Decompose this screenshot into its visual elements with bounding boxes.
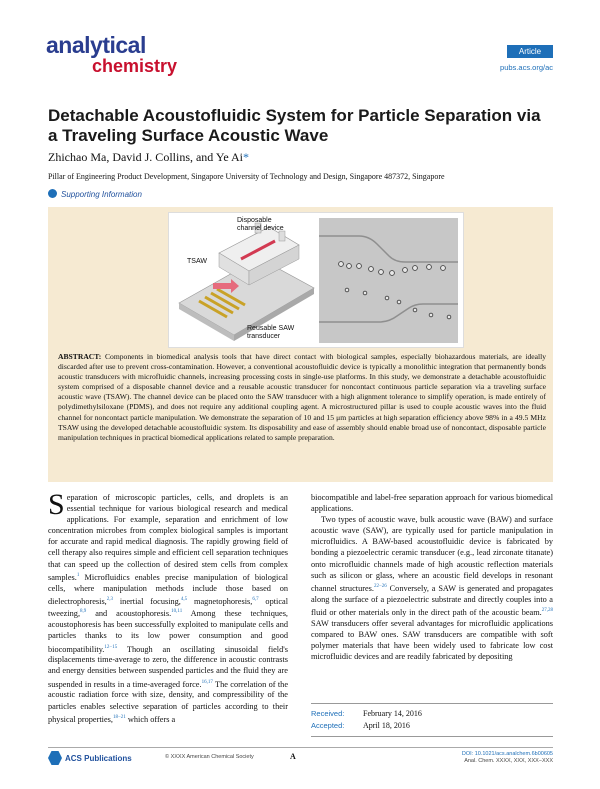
intro-text-9: The correlation of the acoustic radiation force with size, density, and compressibility of the particles enables selective separation of particles according to their physical properties, (48, 679, 288, 724)
ref-link[interactable]: 16,17 (201, 679, 213, 685)
ref-link[interactable]: 10,11 (171, 609, 183, 615)
intro-text-7: Among these techniques, acoustophoresis has been successfully exploited to manipulate cells and particles thanks to its low power consumption and good biocompatibility. (48, 609, 288, 654)
paragraph: biocompatible and label-free separation approach for various biomedical applications. (311, 493, 553, 514)
ref-link[interactable]: 12−15 (104, 644, 118, 650)
article-badge: Article (507, 45, 553, 58)
footer-divider (48, 747, 553, 748)
label-reusable-transducer: Reusable SAW transducer (247, 325, 295, 340)
abstract-label: ABSTRACT: (58, 352, 102, 361)
journal-logo[interactable] (46, 34, 216, 84)
ref-link[interactable]: 1 (76, 572, 80, 578)
body-column-1 (48, 488, 289, 724)
copyright: © XXXX American Chemical Society (165, 754, 254, 760)
logo-line-1: analytical (46, 32, 146, 58)
author-list (48, 150, 553, 165)
intro-text-3: inertial focusing, (113, 596, 181, 606)
ref-link[interactable]: 8,9 (80, 609, 87, 615)
intro-text-2: Microfluidics enables precise manipulation of biological cells, where manipulation methods include those based on dielectrophoresis, (48, 572, 288, 606)
affiliation: Pillar of Engineering Product Development, Singapore University of Technology and Design, Singapore 487372, Singapore (48, 172, 445, 181)
publisher-name: ACS Publications (65, 754, 132, 763)
ref-link[interactable]: 22−26 (373, 583, 387, 589)
received-date: February 14, 2016 (363, 709, 422, 718)
para-text-3: SAW transducers offer several advantages for microfluidic applications compared to BAW ones. SAW transducers are compatible with soft polymer materials that have been widely used to fabricate low cost microfluidic devices and are readily fabricated by depositing (311, 618, 553, 661)
doi-link[interactable]: DOI: 10.1021/acs.analchem.6b00605 (461, 751, 553, 757)
accepted-label: Accepted: (311, 721, 345, 730)
received-label: Received: (311, 709, 345, 718)
drop-cap: S (48, 488, 65, 521)
corresponding-author-mark[interactable]: * (243, 150, 249, 164)
acs-publications-logo[interactable] (48, 751, 132, 765)
ref-link[interactable]: 4,5 (180, 596, 188, 602)
acs-hexagon-icon (48, 751, 62, 765)
intro-text-8: Though an oscillating sinusoidal field's displacements time-average to zero, the difference in acoustic contrasts and energy densities between suspended particles and the fluid they are suspended in results in a time-averaged force. (48, 644, 288, 689)
abstract-text: Components in biomedical analysis tools that have direct contact with biological samples, especially biohazardous materials, are ideally discarded after use to prevent cross-contamination. However, a conventional acoustofluidic device is typically a monolithic integration that permanently bonds acoustic transducers with microfluidic channels, increasing processing costs in single-use platforms. In this study, we demonstrate a detachable acoustofluidic system comprised of a disposable channel device and a reusable acoustic transducer for noncontact continuous particle separation via a traveling surface acoustic wave (TSAW). The channel device can be placed onto the SAW transducer with a high alignment tolerance to simplify operation, is made entirely of polydimethylsiloxane (PDMS), and does not require any additional coupling agent. A microstructured pillar is used to couple acoustic waves into the fluid channel for noncontact particle manipulation. We demonstrate the separation of 10 and 15 μm particles at high separation efficiency above 98% in a 49.5 MHz TSAW using the developed detachable acoustofluidic system. Its disposability and ease of assembly should enable broad use of noncontact, disposable particle manipulation techniques in practical biomedical applications related to sample preparation. (58, 352, 546, 442)
citation: Anal. Chem. XXXX, XXX, XXX−XXX (464, 758, 553, 764)
ref-link[interactable]: 2,3 (106, 596, 114, 602)
para-text-1: Two types of acoustic wave, bulk acoustic wave (BAW) and surface acoustic wave (SAW), are typically used for particle manipulation in microfluidics. A BAW-based acoustofluidic device is fabricated by bonding a piezoelectric ceramic transducer (e.g., lead zirconate titanate) onto microfluidic channels made of high acoustic reflection materials such as silicon or glass, where an acoustic field develops in resonant channel structures. (311, 515, 553, 593)
micrograph (319, 218, 458, 343)
ref-link[interactable]: 6,7 (252, 596, 259, 602)
accepted-date: April 18, 2016 (363, 721, 410, 730)
supporting-info-link[interactable] (48, 189, 142, 199)
authors-text: Zhichao Ma, David J. Collins, and Ye Ai (48, 150, 243, 164)
intro-text-5: optical tweezing, (48, 596, 289, 619)
body-column-2 (311, 492, 553, 662)
received-row (311, 708, 553, 720)
label-disposable-device: Disposable channel device (237, 217, 284, 232)
logo-line-2: chemistry (92, 56, 178, 76)
supporting-info-label: Supporting Information (61, 190, 142, 199)
accepted-row (311, 720, 553, 732)
intro-text-4: magnetophoresis, (187, 596, 253, 606)
page-number: A (290, 752, 296, 761)
paragraph (311, 514, 553, 662)
paper-title: Detachable Acoustofluidic System for Particle Separation via a Traveling Surface Acoustic Wave (48, 106, 541, 145)
intro-text-10: which offers a (125, 714, 176, 724)
supporting-info-icon (48, 189, 57, 198)
ref-link[interactable]: 27,28 (541, 607, 553, 613)
ref-link[interactable]: 18−21 (112, 714, 126, 720)
intro-text-6: and acoustophoresis. (86, 609, 172, 619)
intro-text-1: eparation of microscopic particles, cells, and droplets is an essential technique for various biological research and medical applications. For example, separation and enrichment of low concentration microbes from complex biological samples is important for accurate and rapid medical diagnosis. The rapidly growing field of cell therapy also requires simple and efficient cell separation techniques that can speed up the collection of desired stem cells from complex samples. (48, 493, 288, 582)
journal-url[interactable]: pubs.acs.org/ac (500, 63, 553, 72)
publication-dates (311, 703, 553, 737)
label-tsaw: TSAW (187, 258, 207, 265)
doi-block (420, 751, 553, 765)
para-text-2: Conversely, a SAW is generated and propagates along the surface of a piezoelectric substrate and directly couples into a fluid or other materials only in the direct path of the acoustic beam. (311, 583, 553, 617)
micrograph-image (319, 218, 458, 343)
abstract (58, 352, 546, 443)
